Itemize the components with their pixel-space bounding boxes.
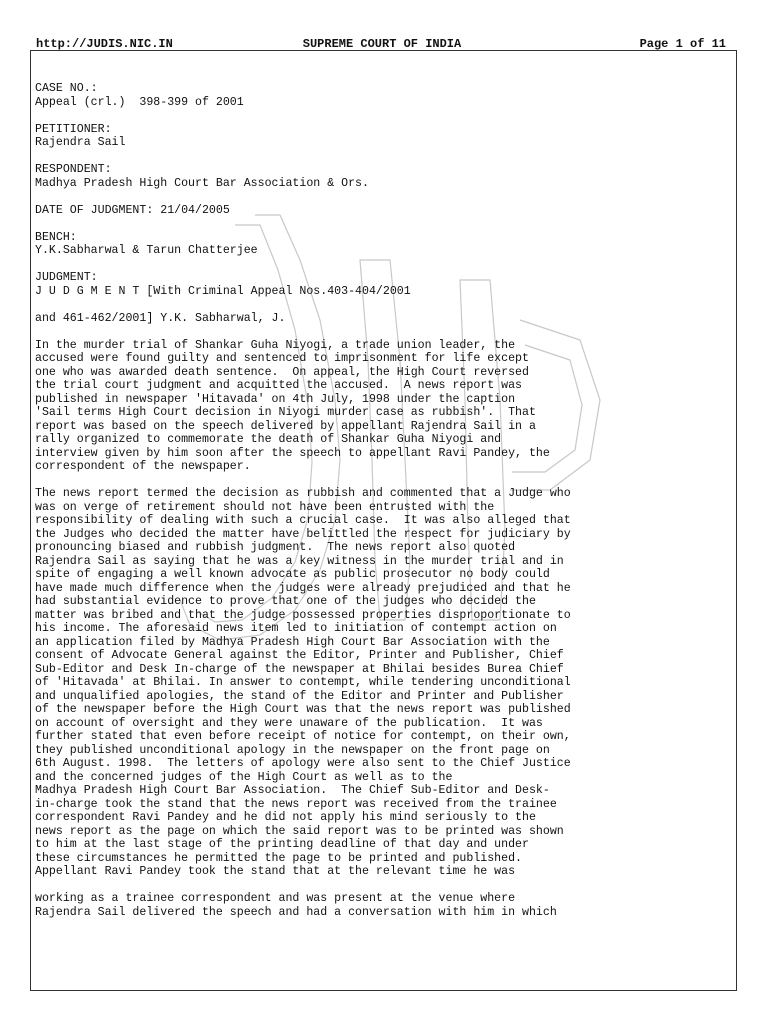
text-line: JUDGMENT: [35, 271, 98, 284]
text-line: of 'Hitavada' at Bhilai. In answer to contempt, while tendering unconditional [35, 676, 571, 689]
text-line: these circumstances he permitted the page to be printed and published. [35, 851, 523, 865]
text-line: The news report termed the decision as rubbish and commented that a Judge who [35, 487, 571, 500]
text-line: matter was bribed and that the judge possessed properties disproportionate to [35, 608, 571, 622]
text-line: the Judges who decided the matter have belittled the respect for judiciary by [35, 527, 571, 541]
text-block [35, 892, 725, 919]
text-line: spite of engaging a well known advocate as public prosecutor no body could [35, 568, 550, 581]
text-line: Rajendra Sail delivered the speech and had a conversation with him in which [35, 905, 557, 919]
text-line: news report as the page on which the said report was to be printed was shown [35, 824, 564, 838]
text-line: published in newspaper 'Hitavada' on 4th July, 1998 under the caption [35, 392, 516, 406]
text-block [35, 231, 725, 258]
text-block [35, 163, 725, 190]
text-block [35, 312, 725, 326]
text-line: consent of Advocate General against the Editor, Printer and Publisher, Chief [35, 649, 564, 662]
text-line: 'Sail terms High Court decision in Niyogi murder case as rubbish'. That [35, 406, 536, 419]
text-line: BENCH: [35, 230, 77, 244]
text-line: Rajendra Sail as saying that he was a key witness in the murder trial and in [35, 554, 564, 568]
text-line: J U D G M E N T [With Criminal Appeal Nos.403-404/2001 [35, 284, 411, 298]
text-line: Madhya Pradesh High Court Bar Association. The Chief Sub-Editor and Desk- [35, 784, 550, 797]
text-line: DATE OF JUDGMENT: 21/04/2005 [35, 203, 230, 217]
page-number: Page 1 of 11 [639, 37, 726, 51]
text-line: the trial court judgment and acquitted the accused. A news report was [35, 379, 523, 392]
text-line: Appeal (crl.) 398-399 of 2001 [35, 95, 244, 109]
text-line: correspondent Ravi Pandey and he did not apply his mind seriously to the [35, 811, 536, 824]
text-line: RESPONDENT: [35, 163, 112, 176]
text-line: an application filed by Madhya Pradesh High Court Bar Association with the [35, 635, 550, 649]
text-line: rally organized to commemorate the death of Shankar Guha Niyogi and [35, 433, 502, 446]
judgment-text [35, 82, 725, 933]
text-line: and the concerned judges of the High Court as well as to the [35, 770, 453, 784]
text-line: correspondent of the newspaper. [35, 460, 251, 473]
text-line: In the murder trial of Shankar Guha Niyogi, a trade union leader, the [35, 338, 516, 352]
text-line: Sub-Editor and Desk In-charge of the newspaper at Bhilai besides Burea Chief [35, 662, 564, 676]
text-line: responsibility of dealing with such a crucial case. It was also alleged that [35, 514, 571, 527]
text-line: Madhya Pradesh High Court Bar Association & Ors. [35, 176, 369, 190]
text-line: Appellant Ravi Pandey took the stand that at the relevant time he was [35, 865, 516, 878]
text-line: interview given by him soon after the speech to appellant Ravi Pandey, the [35, 446, 550, 460]
text-line: his income. The aforesaid news item led to initiation of contempt action on [35, 622, 557, 635]
text-block [35, 487, 725, 879]
text-line: and 461-462/2001] Y.K. Sabharwal, J. [35, 311, 286, 325]
text-block [35, 123, 725, 150]
text-line: Rajendra Sail [35, 136, 126, 149]
text-line: had substantial evidence to prove that one of the judges who decided the [35, 595, 536, 608]
text-line: one who was awarded death sentence. On appeal, the High Court reversed [35, 365, 529, 379]
text-line: Y.K.Sabharwal & Tarun Chatterjee [35, 244, 258, 257]
text-line: further stated that even before receipt of notice for contempt, on their own, [35, 730, 571, 743]
text-block [35, 82, 725, 109]
text-block [35, 271, 725, 298]
source-url[interactable]: http://JUDIS.NIC.IN [36, 37, 173, 51]
text-block [35, 339, 725, 474]
text-line: report was based on the speech delivered by appellant Rajendra Sail in a [35, 419, 536, 433]
text-line: and unqualified apologies, the stand of the Editor and Printer and Publisher [35, 689, 564, 703]
text-line: they published unconditional apology in the newspaper on the front page on [35, 743, 550, 757]
text-line: 6th August. 1998. The letters of apology were also sent to the Chief Justice [35, 757, 571, 770]
court-name: SUPREME COURT OF INDIA [302, 37, 462, 51]
text-line: in-charge took the stand that the news report was received from the trainee [35, 797, 557, 811]
text-line: working as a trainee correspondent and was present at the venue where [35, 892, 516, 905]
text-line: have made much difference when the judges were already prejudiced and that he [35, 581, 571, 595]
text-line: was on verge of retirement should not have been entrusted with the [35, 500, 495, 514]
text-line: pronouncing biased and rubbish judgment. The news report also quoted [35, 541, 516, 554]
text-line: of the newspaper before the High Court was that the news report was published [35, 703, 571, 716]
text-line: CASE NO.: [35, 82, 98, 95]
text-line: accused were found guilty and sentenced to imprisonment for life except [35, 352, 529, 365]
text-line: on account of oversight and they were unaware of the publication. It was [35, 716, 543, 730]
text-line: PETITIONER: [35, 122, 112, 136]
text-line: to him at the last stage of the printing deadline of that day and under [35, 838, 529, 851]
text-block [35, 204, 725, 218]
